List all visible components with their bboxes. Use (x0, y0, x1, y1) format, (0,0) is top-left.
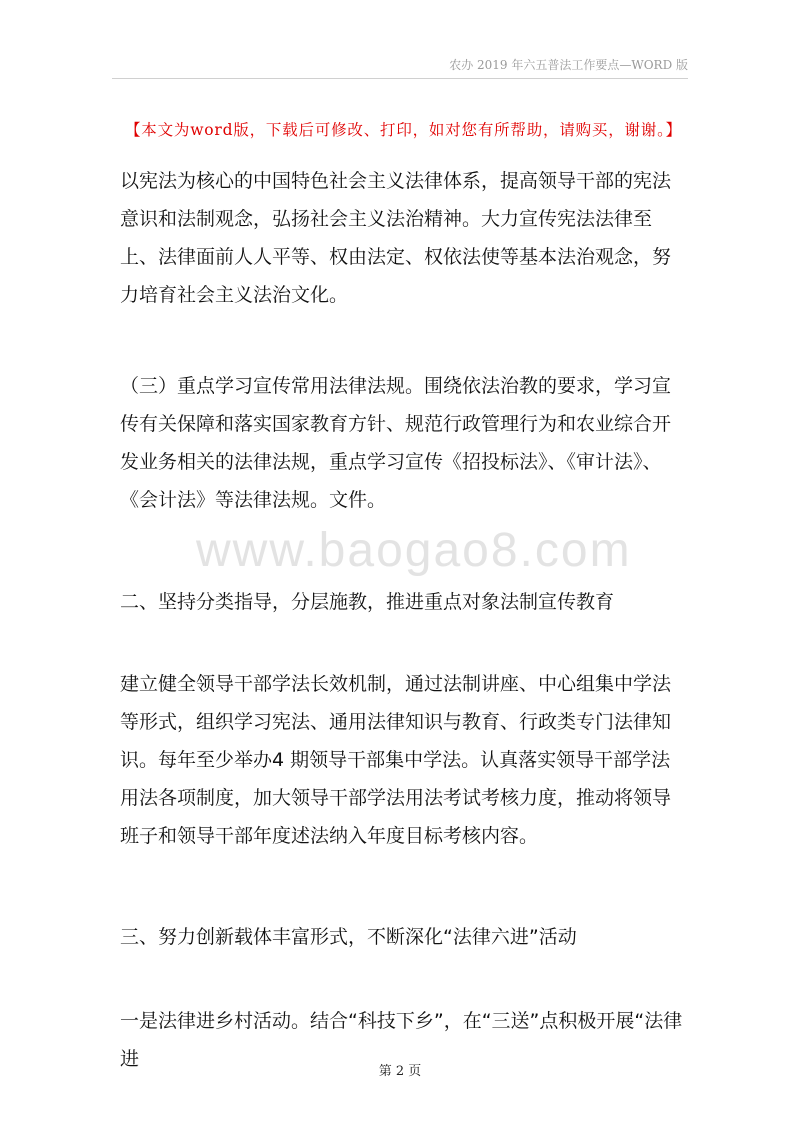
paragraph-leadership-study: 建立健全领导干部学法长效机制，通过法制讲座、中心组集中学法等形式，组织学习宪法、通用法律知识与教育、行政类专门法律知识。每年至少举办4 期领导干部集中学法。认真落实领导干部学法用法各项制度，加大领导干部学法用法考试考核力度，推动将领导班子和领导干部年度述法纳入年度目标考核内容。 (120, 673, 672, 847)
page-number: 第 2 页 (378, 1064, 422, 1079)
paragraph-section-3: （三）重点学习宣传常用法律法规。围绕依法治教的要求，学习宣传有关保障和落实国家教育方针、规范行政管理行为和农业综合开发业务相关的法律法规，重点学习宣传《招投标法》、《审计法》、《会计法》等法律法规。文件。 (120, 375, 672, 511)
running-header: 农办 2019 年六五普法工作要点—WORD 版 (449, 58, 688, 72)
watermark: www.baogao8.com (196, 524, 632, 577)
purchase-notice: 【本文为word版，下载后可修改、打印，如对您有所帮助，请购买，谢谢。】 (125, 121, 682, 139)
heading-section-3: 三、努力创新载体丰富形式，不断深化“法律六进”活动 (120, 926, 577, 948)
header-divider (112, 78, 688, 79)
heading-section-2: 二、坚持分类指导，分层施教，推进重点对象法制宣传教育 (120, 591, 615, 613)
paragraph-village-activity: 一是法律进乡村活动。结合“科技下乡”，在“三送”点积极开展“法律进 (120, 1010, 683, 1070)
paragraph-constitution: 以宪法为核心的中国特色社会主义法律体系，提高领导干部的宪法意识和法制观念，弘扬社会主义法治精神。大力宣传宪法法律至上、法律面前人人平等、权由法定、权依法使等基本法治观念，努力培育社会主义法治文化。 (120, 170, 672, 306)
